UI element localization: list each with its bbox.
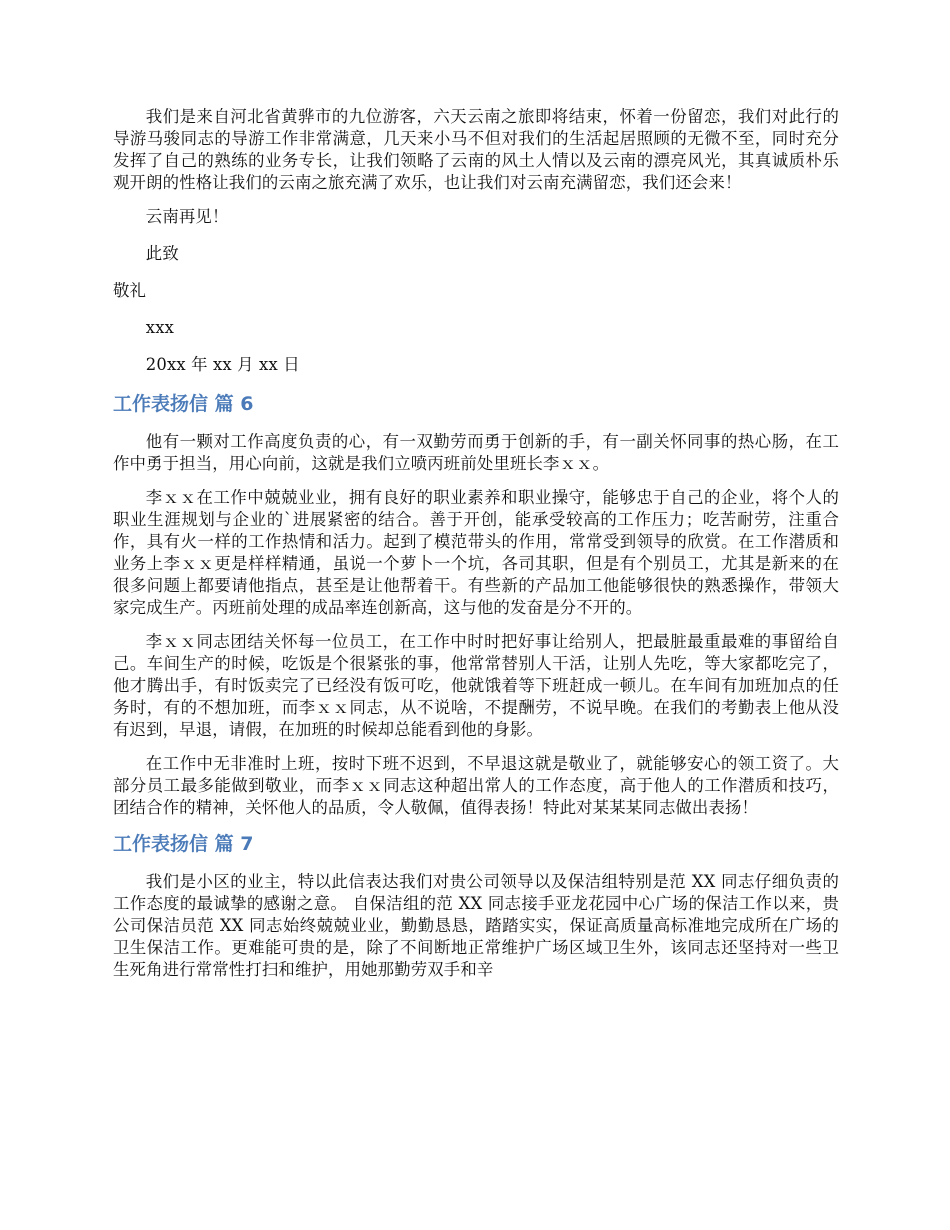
- section-6-paragraph-2: 李ｘｘ在工作中兢兢业业，拥有良好的职业素养和职业操守，能够忠于自己的企业，将个人的职业生涯规划与企业的`进展紧密的结合。善于开创，能承受较高的工作压力；吃苦耐劳，注重合作，具有火一样的工作热情和活力。起到了模范带头的作用，常常受到领导的欣赏。在工作潜质和业务上李ｘｘ更是样样精通，虽说一个萝卜一个坑，各司其职，但是有个别员工，尤其是新来的在很多问题上都要请他指点，甚至是让他帮着干。有些新的产品加工他能够很快的熟悉操作，带领大家完成生产。丙班前处理的成品率连创新高，这与他的发奋是分不开的。: [113, 488, 839, 617]
- section-6-paragraph-3: 李ｘｘ同志团结关怀每一位员工，在工作中时时把好事让给别人，把最脏最重最难的事留给自己。车间生产的时候，吃饭是个很紧张的事，他常常替别人干活，让别人先吃，等大家都吃完了，他才腾出手，有时饭卖完了已经没有饭可吃，他就饿着等下班赶成一顿儿。在车间有加班加点的任务时，有的不想加班，而李ｘｘ同志，从不说啥，不提酬劳，不说早晚。在我们的考勤表上他从没有迟到，早退，请假，在加班的时候却总能看到他的身影。: [113, 632, 839, 739]
- section-7-paragraph-1: 我们是小区的业主，特以此信表达我们对贵公司领导以及保洁组特别是范 XX 同志仔细负责的工作态度的最诚挚的感谢之意。 自保洁组的范 XX 同志接手亚龙花园中心广场的保洁工作以来，贵公司保洁员范 XX 同志始终兢兢业业，勤勤恳恳，踏踏实实，保证高质量高标准地完成所在广场的卫生保洁工作。更难能可贵的是，除了不间断地正常维护广场区域卫生外，该同志还坚持对一些卫生死角进行常常性打扫和维护，用她那勤劳双手和辛: [113, 872, 839, 979]
- closing-line: 此致: [145, 244, 179, 263]
- date-line: 20xx 年 xx 月 xx 日: [145, 355, 300, 374]
- signature-line: xxx: [145, 318, 174, 337]
- farewell-line: 云南再见！: [145, 207, 229, 226]
- section-6-heading: 工作表扬信 篇 6: [113, 393, 254, 415]
- document-content: [113, 106, 839, 993]
- section-7-heading: 工作表扬信 篇 7: [113, 833, 254, 855]
- salute-line: 敬礼: [113, 281, 147, 300]
- letter-body-paragraph: 我们是来自河北省黄骅市的九位游客，六天云南之旅即将结束，怀着一份留恋，我们对此行的导游马骏同志的导游工作非常满意，几天来小马不但对我们的生活起居照顾的无微不至，同时充分发挥了自己的熟练的业务专长，让我们领略了云南的风土人情以及云南的漂亮风光，其真诚质朴乐观开朗的性格让我们的云南之旅充满了欢乐，也让我们对云南充满留恋，我们还会来！: [113, 107, 839, 192]
- section-6-paragraph-4: 在工作中无非准时上班，按时下班不迟到，不早退这就是敬业了，就能够安心的领工资了。大部分员工最多能做到敬业，而李ｘｘ同志这种超出常人的工作态度，高于他人的工作潜质和技巧，团结合作的精神，关怀他人的品质，令人敬佩，值得表扬！特此对某某某同志做出表扬！: [113, 754, 839, 817]
- section-6-paragraph-1: 他有一颗对工作高度负责的心，有一双勤劳而勇于创新的手，有一副关怀同事的热心肠，在工作中勇于担当，用心向前，这就是我们立喷丙班前处里班长李ｘｘ。: [113, 432, 839, 473]
